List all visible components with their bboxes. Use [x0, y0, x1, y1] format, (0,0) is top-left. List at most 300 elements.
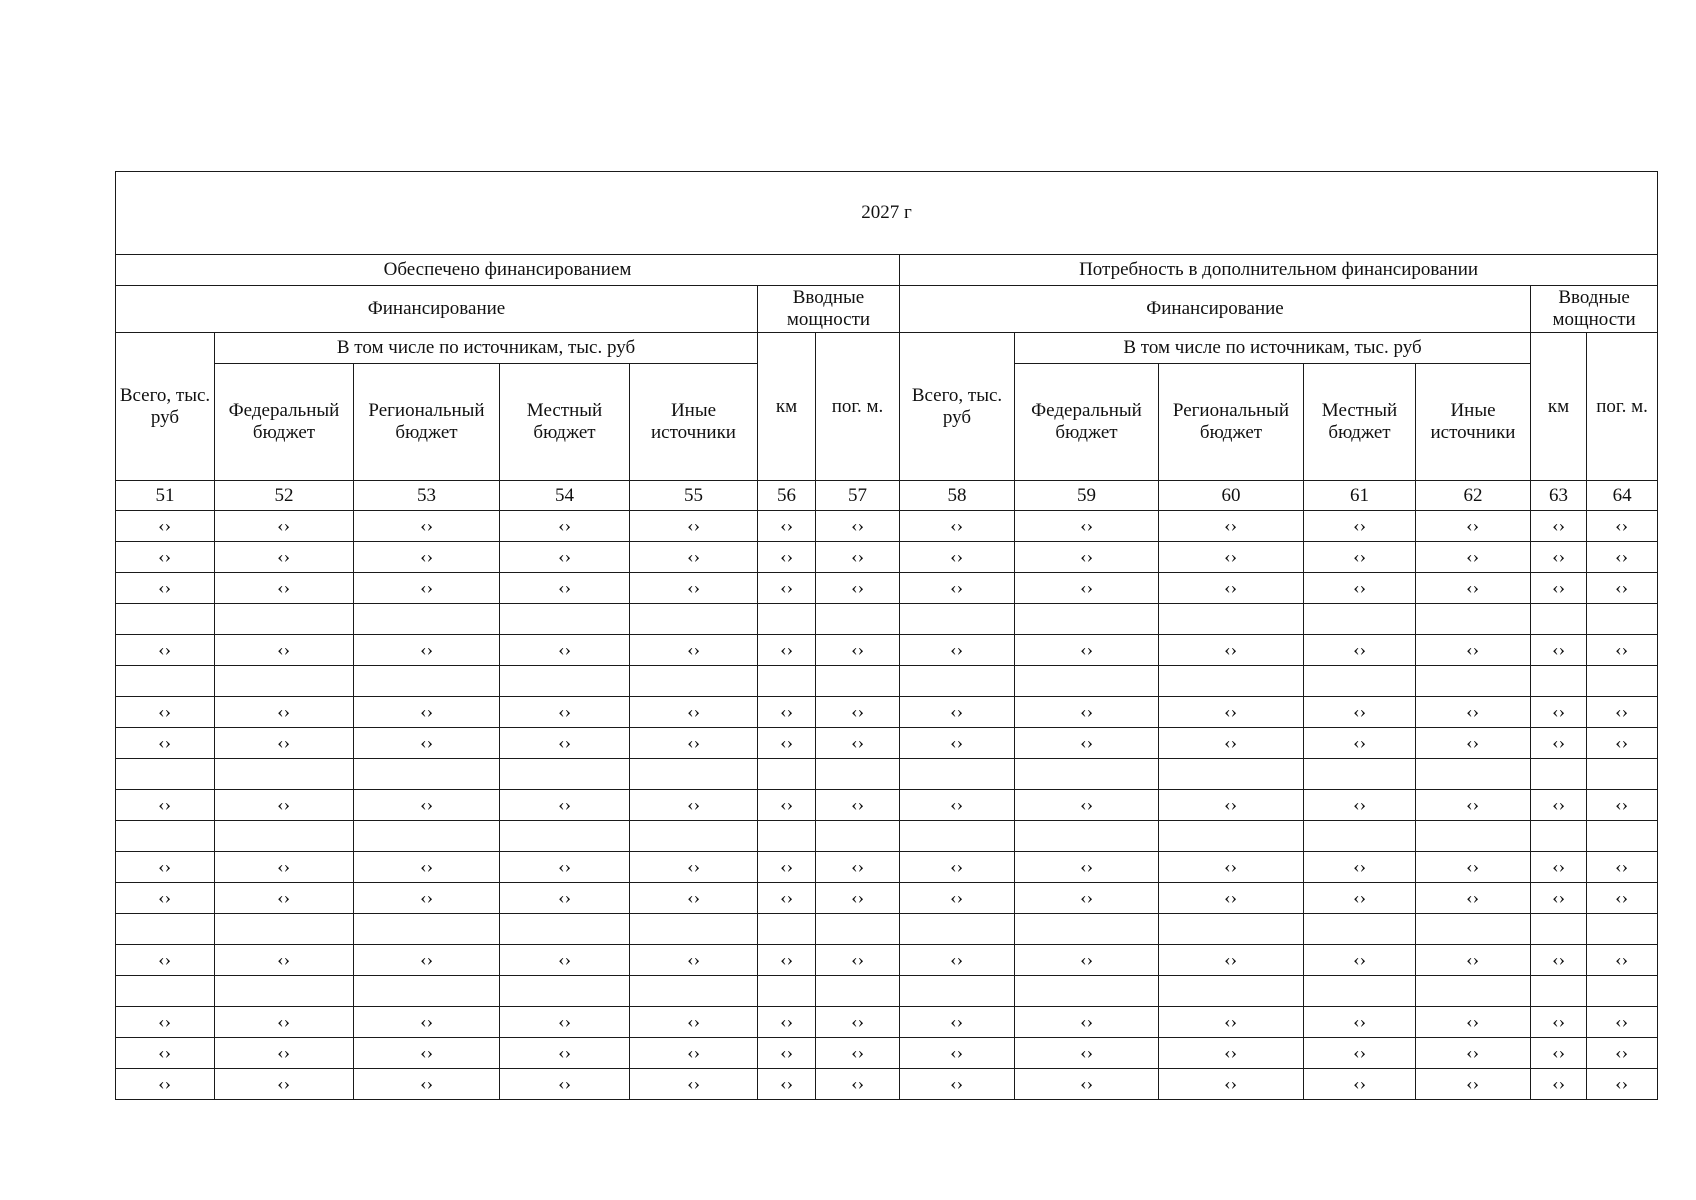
table-row [116, 852, 1658, 883]
cell-value: ‹› [1224, 888, 1238, 907]
cell-value: ‹› [779, 547, 794, 566]
cell-value: ‹› [419, 857, 434, 876]
table-cell [1015, 914, 1159, 945]
table-cell [900, 728, 1015, 759]
table-cell [116, 697, 215, 728]
table-row [116, 976, 1658, 1007]
column-number: 56 [758, 481, 816, 511]
cell-value: ‹› [1615, 795, 1629, 814]
table-cell [630, 759, 758, 790]
table-cell [116, 790, 215, 821]
cell-value: ‹› [950, 950, 964, 969]
table-cell [816, 1069, 900, 1100]
cell-value: ‹› [686, 857, 701, 876]
cell-value: ‹› [1079, 1074, 1094, 1093]
table-cell [1304, 728, 1416, 759]
table-cell [630, 945, 758, 976]
table-cell [1531, 573, 1587, 604]
table-cell [1015, 790, 1159, 821]
cell-value: ‹› [1352, 702, 1367, 721]
table-cell [1416, 976, 1531, 1007]
table-cell [758, 790, 816, 821]
cell-value: ‹› [419, 516, 434, 535]
table-cell [116, 852, 215, 883]
table-cell [354, 666, 500, 697]
cell-value: ‹› [686, 1074, 701, 1093]
table-cell [1587, 945, 1658, 976]
table-cell [1015, 511, 1159, 542]
table-cell [630, 573, 758, 604]
table-cell [354, 883, 500, 914]
table-cell [1159, 883, 1304, 914]
col-header-km-secured: км [758, 333, 816, 481]
table-cell [1015, 1038, 1159, 1069]
table-cell [1015, 573, 1159, 604]
cell-value: ‹› [1079, 578, 1094, 597]
cell-value: ‹› [779, 578, 794, 597]
cell-value: ‹› [1224, 857, 1238, 876]
table-cell [215, 1069, 354, 1100]
table-cell [1304, 821, 1416, 852]
table-cell [116, 1069, 215, 1100]
table-cell [1531, 1069, 1587, 1100]
cell-value: ‹› [1352, 857, 1367, 876]
table-cell [630, 604, 758, 635]
cell-value: ‹› [1352, 1012, 1367, 1031]
column-number: 55 [630, 481, 758, 511]
cell-value: ‹› [1224, 1043, 1238, 1062]
table-cell [630, 542, 758, 573]
capacity-header-secured: Вводные мощности [758, 286, 900, 333]
table-row [116, 790, 1658, 821]
table-cell [1015, 666, 1159, 697]
table-cell [1587, 573, 1658, 604]
cell-value: ‹› [686, 640, 701, 659]
table-cell [816, 635, 900, 666]
table-cell [1159, 511, 1304, 542]
cell-value: ‹› [557, 640, 572, 659]
table-cell [900, 852, 1015, 883]
cell-value: ‹› [158, 1043, 172, 1062]
cell-value: ‹› [950, 547, 964, 566]
table-cell [1587, 976, 1658, 1007]
cell-value: ‹› [158, 857, 172, 876]
table-cell [1531, 635, 1587, 666]
table-cell [116, 1007, 215, 1038]
cell-value: ‹› [950, 1043, 964, 1062]
cell-value: ‹› [686, 1012, 701, 1031]
table-cell [900, 1038, 1015, 1069]
table-cell [354, 635, 500, 666]
table-cell [816, 511, 900, 542]
table-cell [630, 914, 758, 945]
cell-value: ‹› [557, 857, 572, 876]
cell-value: ‹› [419, 702, 434, 721]
cell-value: ‹› [277, 795, 291, 814]
cell-value: ‹› [1079, 547, 1094, 566]
table-row [116, 635, 1658, 666]
col-header-local-secured: Местный бюджет [500, 364, 630, 481]
table-row [116, 573, 1658, 604]
table-cell [354, 821, 500, 852]
table-cell [816, 914, 900, 945]
table-cell [1587, 1007, 1658, 1038]
table-cell [116, 604, 215, 635]
cell-value: ‹› [557, 733, 572, 752]
cell-value: ‹› [1466, 1074, 1480, 1093]
column-number: 58 [900, 481, 1015, 511]
table-cell [1159, 697, 1304, 728]
table-cell [1416, 697, 1531, 728]
cell-value: ‹› [419, 888, 434, 907]
table-cell [1304, 945, 1416, 976]
column-number-row [116, 481, 1658, 511]
cell-value: ‹› [158, 547, 172, 566]
table-cell [354, 790, 500, 821]
cell-value: ‹› [1551, 1043, 1566, 1062]
table-cell [1304, 759, 1416, 790]
table-cell [116, 821, 215, 852]
table-cell [1015, 1069, 1159, 1100]
table-cell [1531, 697, 1587, 728]
table-cell [1587, 790, 1658, 821]
table-cell [354, 573, 500, 604]
cell-value: ‹› [1079, 1043, 1094, 1062]
table-cell [500, 666, 630, 697]
table-cell [1015, 1007, 1159, 1038]
cell-value: ‹› [850, 1074, 865, 1093]
table-cell [1015, 945, 1159, 976]
table-cell [500, 759, 630, 790]
table-cell [1159, 573, 1304, 604]
table-cell [1015, 976, 1159, 1007]
table-cell [116, 573, 215, 604]
cell-value: ‹› [277, 1012, 291, 1031]
table-cell [1587, 821, 1658, 852]
cell-value: ‹› [277, 888, 291, 907]
table-cell [500, 635, 630, 666]
table-cell [900, 1007, 1015, 1038]
table-cell [354, 852, 500, 883]
table-cell [500, 976, 630, 1007]
cell-value: ‹› [1352, 547, 1367, 566]
cell-value: ‹› [1551, 888, 1566, 907]
table-cell [354, 728, 500, 759]
cell-value: ‹› [850, 1012, 865, 1031]
sources-header-additional: В том числе по источникам, тыс. руб [1015, 333, 1531, 364]
table-cell [354, 1007, 500, 1038]
table-cell [215, 1038, 354, 1069]
table-cell [900, 666, 1015, 697]
table-cell [900, 790, 1015, 821]
cell-value: ‹› [850, 950, 865, 969]
cell-value: ‹› [557, 950, 572, 969]
cell-value: ‹› [557, 578, 572, 597]
table-cell [1416, 1007, 1531, 1038]
cell-value: ‹› [1615, 733, 1629, 752]
table-row [116, 728, 1658, 759]
cell-value: ‹› [1224, 547, 1238, 566]
table-cell [1587, 697, 1658, 728]
cell-value: ‹› [419, 1012, 434, 1031]
cell-value: ‹› [950, 640, 964, 659]
cell-value: ‹› [158, 888, 172, 907]
cell-value: ‹› [1466, 795, 1480, 814]
cell-value: ‹› [1551, 795, 1566, 814]
column-number: 62 [1416, 481, 1531, 511]
table-cell [1159, 1069, 1304, 1100]
table-cell [1531, 976, 1587, 1007]
table-cell [215, 883, 354, 914]
table-cell [500, 728, 630, 759]
table-cell [1416, 728, 1531, 759]
table-cell [816, 883, 900, 914]
col-header-federal-secured: Федеральный бюджет [215, 364, 354, 481]
table-cell [500, 1069, 630, 1100]
cell-value: ‹› [1551, 857, 1566, 876]
cell-value: ‹› [1352, 516, 1367, 535]
table-cell [816, 1038, 900, 1069]
cell-value: ‹› [686, 516, 701, 535]
cell-value: ‹› [1079, 733, 1094, 752]
table-cell [1416, 542, 1531, 573]
table-cell [758, 852, 816, 883]
table-cell [900, 511, 1015, 542]
table-cell [900, 821, 1015, 852]
col-header-pm-additional: пог. м. [1587, 333, 1658, 481]
table-cell [215, 542, 354, 573]
table-cell [900, 635, 1015, 666]
table-cell [1015, 604, 1159, 635]
cell-value: ‹› [1352, 640, 1367, 659]
table-cell [215, 976, 354, 1007]
table-cell [116, 945, 215, 976]
table-cell [1531, 852, 1587, 883]
table-cell [1015, 728, 1159, 759]
cell-value: ‹› [1224, 702, 1238, 721]
table-cell [500, 790, 630, 821]
table-cell [758, 1007, 816, 1038]
table-cell [215, 821, 354, 852]
cell-value: ‹› [779, 516, 794, 535]
table-cell [1159, 945, 1304, 976]
cell-value: ‹› [557, 1043, 572, 1062]
table-cell [1416, 883, 1531, 914]
cell-value: ‹› [1615, 547, 1629, 566]
table-cell [354, 976, 500, 1007]
table-cell [354, 759, 500, 790]
table-cell [1416, 914, 1531, 945]
table-cell [1587, 604, 1658, 635]
table-row [116, 883, 1658, 914]
cell-value: ‹› [1615, 857, 1629, 876]
cell-value: ‹› [1352, 733, 1367, 752]
table-cell [1587, 914, 1658, 945]
cell-value: ‹› [419, 1074, 434, 1093]
cell-value: ‹› [419, 1043, 434, 1062]
cell-value: ‹› [1352, 1074, 1367, 1093]
cell-value: ‹› [557, 795, 572, 814]
cell-value: ‹› [1079, 795, 1094, 814]
cell-value: ‹› [686, 795, 701, 814]
table-cell [1531, 914, 1587, 945]
table-cell [630, 1069, 758, 1100]
cell-value: ‹› [419, 795, 434, 814]
table-cell [1159, 976, 1304, 1007]
table-cell [758, 759, 816, 790]
cell-value: ‹› [1079, 516, 1094, 535]
table-cell [900, 573, 1015, 604]
sources-header-secured: В том числе по источникам, тыс. руб [215, 333, 758, 364]
cell-value: ‹› [1551, 578, 1566, 597]
table-cell [1531, 542, 1587, 573]
table-cell [816, 573, 900, 604]
cell-value: ‹› [158, 1012, 172, 1031]
table-cell [500, 945, 630, 976]
cell-value: ‹› [419, 578, 434, 597]
table-cell [816, 759, 900, 790]
cell-value: ‹› [1615, 516, 1629, 535]
cell-value: ‹› [779, 795, 794, 814]
table-cell [1304, 883, 1416, 914]
table-cell [816, 945, 900, 976]
cell-value: ‹› [779, 640, 794, 659]
table-cell [116, 666, 215, 697]
year-title: 2027 г [116, 172, 1658, 255]
table-cell [1015, 883, 1159, 914]
table-cell [758, 604, 816, 635]
cell-value: ‹› [850, 733, 865, 752]
col-header-pm-secured: пог. м. [816, 333, 900, 481]
table-cell [1416, 635, 1531, 666]
table-cell [900, 976, 1015, 1007]
cell-value: ‹› [277, 1074, 291, 1093]
column-number: 59 [1015, 481, 1159, 511]
cell-value: ‹› [1224, 733, 1238, 752]
table-cell [758, 666, 816, 697]
cell-value: ‹› [1079, 1012, 1094, 1031]
col-header-federal-additional: Федеральный бюджет [1015, 364, 1159, 481]
table-cell [354, 542, 500, 573]
col-header-other-secured: Иные источники [630, 364, 758, 481]
col-header-total-secured: Всего, тыс. руб [116, 333, 215, 481]
cell-value: ‹› [686, 950, 701, 969]
table-cell [900, 883, 1015, 914]
table-cell [1159, 635, 1304, 666]
table-cell [630, 1038, 758, 1069]
cell-value: ‹› [1615, 950, 1629, 969]
cell-value: ‹› [950, 733, 964, 752]
cell-value: ‹› [1352, 1043, 1367, 1062]
cell-value: ‹› [1224, 1012, 1238, 1031]
cell-value: ‹› [950, 516, 964, 535]
table-cell [1531, 604, 1587, 635]
cell-value: ‹› [1466, 578, 1480, 597]
table-cell [500, 697, 630, 728]
table-cell [116, 883, 215, 914]
table-cell [1159, 542, 1304, 573]
cell-value: ‹› [557, 888, 572, 907]
table-cell [215, 945, 354, 976]
table-cell [1416, 604, 1531, 635]
column-number: 52 [215, 481, 354, 511]
financing-header-additional: Финансирование [900, 286, 1531, 333]
cell-value: ‹› [1615, 1012, 1629, 1031]
cell-value: ‹› [950, 578, 964, 597]
table-cell [1531, 666, 1587, 697]
cell-value: ‹› [850, 702, 865, 721]
cell-value: ‹› [779, 702, 794, 721]
table-cell [630, 635, 758, 666]
table-cell [1304, 604, 1416, 635]
table-cell [1304, 976, 1416, 1007]
table-row [116, 542, 1658, 573]
cell-value: ‹› [1615, 888, 1629, 907]
table-cell [758, 573, 816, 604]
table-cell [1587, 542, 1658, 573]
financing-table [115, 171, 1658, 1100]
table-cell [116, 1038, 215, 1069]
table-cell [215, 573, 354, 604]
table-row [116, 914, 1658, 945]
table-cell [1304, 697, 1416, 728]
table-cell [500, 821, 630, 852]
cell-value: ‹› [1615, 578, 1629, 597]
col-header-other-additional: Иные источники [1416, 364, 1531, 481]
financing-header-secured: Финансирование [116, 286, 758, 333]
section-additional: Потребность в дополнительном финансировании [900, 255, 1658, 286]
cell-value: ‹› [158, 950, 172, 969]
cell-value: ‹› [779, 733, 794, 752]
table-row [116, 697, 1658, 728]
cell-value: ‹› [158, 640, 172, 659]
table-cell [215, 759, 354, 790]
table-cell [758, 635, 816, 666]
cell-value: ‹› [1352, 950, 1367, 969]
col-header-regional-secured: Региональный бюджет [354, 364, 500, 481]
table-cell [500, 1007, 630, 1038]
cell-value: ‹› [850, 888, 865, 907]
cell-value: ‹› [1551, 950, 1566, 969]
table-row [116, 511, 1658, 542]
table-cell [816, 666, 900, 697]
cell-value: ‹› [1551, 1012, 1566, 1031]
table-cell [1159, 914, 1304, 945]
cell-value: ‹› [1466, 733, 1480, 752]
table-cell [215, 511, 354, 542]
table-cell [816, 728, 900, 759]
cell-value: ‹› [779, 888, 794, 907]
cell-value: ‹› [950, 857, 964, 876]
cell-value: ‹› [277, 547, 291, 566]
table-cell [1416, 573, 1531, 604]
table-cell [816, 976, 900, 1007]
table-cell [1159, 852, 1304, 883]
table-cell [816, 604, 900, 635]
cell-value: ‹› [1615, 640, 1629, 659]
table-cell [1531, 728, 1587, 759]
cell-value: ‹› [1352, 795, 1367, 814]
table-cell [758, 1038, 816, 1069]
cell-value: ‹› [779, 950, 794, 969]
table-cell [116, 635, 215, 666]
table-cell [354, 511, 500, 542]
table-cell [500, 542, 630, 573]
table-cell [630, 728, 758, 759]
table-cell [1304, 790, 1416, 821]
table-row [116, 759, 1658, 790]
table-cell [900, 697, 1015, 728]
